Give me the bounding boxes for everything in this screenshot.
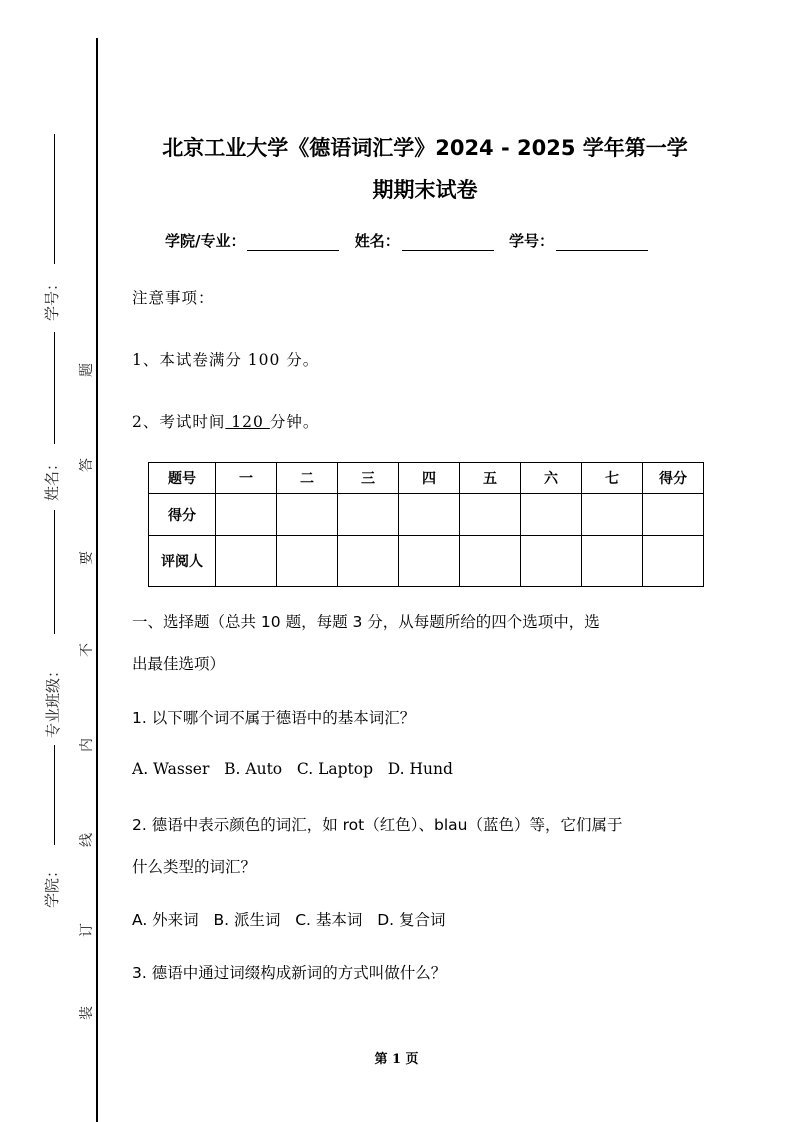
reviewer-cell[interactable] <box>521 536 582 587</box>
header-cell: 得分 <box>643 463 704 494</box>
page-title-line1: 北京工业大学《德语词汇学》2024 - 2025 学年第一学 <box>162 136 688 160</box>
margin-label-student-id: 学号： <box>41 273 62 324</box>
reviewer-cell[interactable] <box>216 536 277 587</box>
score-cell[interactable] <box>643 494 704 536</box>
name-label: 姓名： <box>354 232 400 250</box>
student-id-field[interactable] <box>556 236 648 251</box>
question-3-stem: 3. 德语中通过词缀构成新词的方式叫做什么？ <box>132 964 447 982</box>
student-info-row <box>165 230 658 251</box>
reviewer-cell[interactable] <box>399 536 460 587</box>
margin-label-college: 学院： <box>41 860 62 911</box>
reviewer-cell[interactable] <box>643 536 704 587</box>
margin-char: 订 <box>79 923 95 937</box>
score-cell[interactable] <box>277 494 338 536</box>
margin-char: 内 <box>79 738 95 752</box>
header-cell: 七 <box>582 463 643 494</box>
note-item-2-prefix: 2、考试时间 <box>132 413 226 431</box>
table-row <box>149 494 704 536</box>
header-cell: 六 <box>521 463 582 494</box>
margin-char: 装 <box>79 1006 95 1020</box>
header-cell: 二 <box>277 463 338 494</box>
section-heading-line1: 一、选择题（总共 10 题，每题 3 分，从每题所给的四个选项中，选 <box>132 613 600 631</box>
margin-label-class: 专业班级： <box>42 660 63 741</box>
name-line <box>54 332 55 444</box>
exam-duration-value: 120 <box>225 413 270 431</box>
notes-heading: 注意事项： <box>132 289 215 307</box>
margin-char: 题 <box>79 363 95 377</box>
header-cell: 五 <box>460 463 521 494</box>
binding-line <box>96 38 98 1122</box>
page-number: 第 1 页 <box>374 1052 419 1067</box>
row-label: 评阅人 <box>149 536 216 587</box>
score-cell[interactable] <box>216 494 277 536</box>
college-major-field[interactable] <box>247 236 339 251</box>
header-cell: 一 <box>216 463 277 494</box>
margin-char: 线 <box>79 833 95 847</box>
score-table-header-row <box>149 463 704 494</box>
header-cell: 三 <box>338 463 399 494</box>
row-label: 得分 <box>149 494 216 536</box>
score-cell[interactable] <box>338 494 399 536</box>
score-table <box>148 462 704 587</box>
name-field[interactable] <box>402 236 494 251</box>
margin-label-name: 姓名： <box>41 453 62 504</box>
question-1-options: A. Wasser B. Auto C. Laptop D. Hund <box>132 760 453 778</box>
college-line <box>54 745 55 845</box>
header-cell: 四 <box>399 463 460 494</box>
class-line <box>54 510 55 634</box>
note-item-1: 1、本试卷满分 100 分。 <box>132 351 320 369</box>
table-row <box>149 536 704 587</box>
note-item-2-suffix: 分钟。 <box>269 413 320 431</box>
student-id-line <box>54 134 55 264</box>
margin-char: 不 <box>79 643 95 657</box>
student-id-label: 学号： <box>508 232 554 250</box>
header-cell: 题号 <box>149 463 216 494</box>
reviewer-cell[interactable] <box>582 536 643 587</box>
score-cell[interactable] <box>582 494 643 536</box>
score-cell[interactable] <box>460 494 521 536</box>
question-2-stem-line1: 2. 德语中表示颜色的词汇，如 rot（红色）、blau（蓝色）等，它们属于 <box>132 816 623 834</box>
section-heading-line2: 出最佳选项） <box>132 655 226 673</box>
reviewer-cell[interactable] <box>338 536 399 587</box>
question-1-stem: 1. 以下哪个词不属于德语中的基本词汇？ <box>132 709 416 727</box>
margin-char: 答 <box>79 458 95 472</box>
margin-char: 要 <box>79 551 95 565</box>
note-item-2 <box>132 410 319 432</box>
page-title-line2: 期期末试卷 <box>372 178 478 202</box>
score-cell[interactable] <box>521 494 582 536</box>
question-2-stem-line2: 什么类型的词汇？ <box>132 858 257 876</box>
question-2-options: A. 外来词 B. 派生词 C. 基本词 D. 复合词 <box>132 911 446 929</box>
score-cell[interactable] <box>399 494 460 536</box>
reviewer-cell[interactable] <box>277 536 338 587</box>
college-major-label: 学院/专业： <box>165 232 246 250</box>
reviewer-cell[interactable] <box>460 536 521 587</box>
